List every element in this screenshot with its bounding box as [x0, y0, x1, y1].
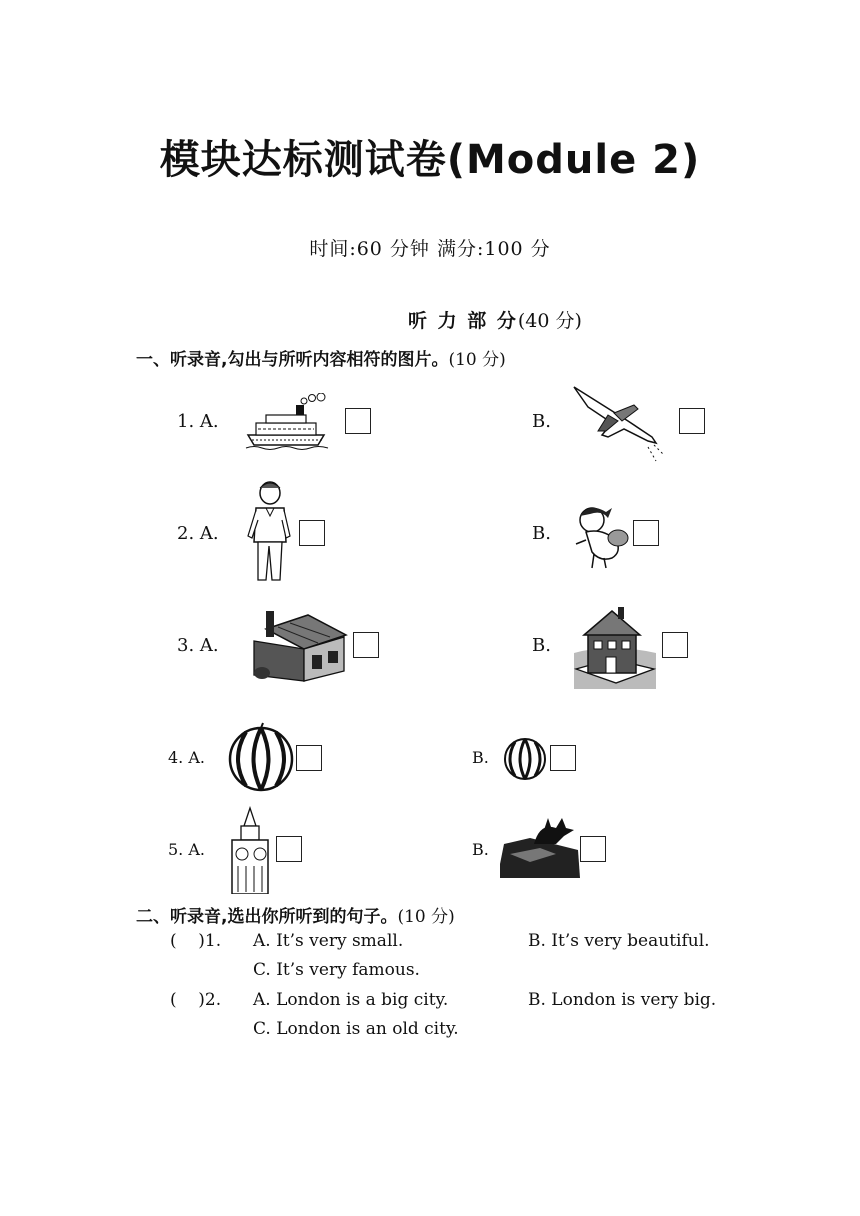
q1-option-b: B. It’s very beautiful. — [528, 931, 710, 951]
section1-points: (10 分) — [448, 350, 506, 370]
old-hut-icon — [248, 605, 348, 685]
part-heading — [408, 306, 582, 333]
item2-a-checkbox[interactable] — [299, 520, 325, 546]
exam-time-score: 时间:60 分钟 满分:100 分 — [309, 238, 551, 260]
page-title: 模块达标测试卷(Module 2) — [159, 137, 701, 183]
item2-b-checkbox[interactable] — [633, 520, 659, 546]
part-points: (40 分) — [517, 310, 582, 332]
item3-a-label: 3. A. — [177, 635, 219, 656]
q2-option-b: B. London is very big. — [528, 990, 717, 1010]
man-icon — [244, 480, 294, 586]
item5-b-label: B. — [472, 840, 489, 859]
section2-heading — [136, 902, 455, 927]
item4-b-label: B. — [472, 748, 489, 767]
big-ben-icon — [226, 806, 274, 894]
item2-a-label: 2. A. — [177, 523, 219, 544]
item3-b-label: B. — [532, 635, 551, 656]
section2-points: (10 分) — [397, 907, 455, 927]
big-watermelon-icon — [226, 722, 296, 792]
item4-b-checkbox[interactable] — [550, 745, 576, 771]
item3-b-checkbox[interactable] — [662, 632, 688, 658]
small-watermelon-icon — [502, 734, 548, 782]
item1-b-label: B. — [532, 411, 551, 432]
girl-icon — [572, 500, 632, 572]
item1-a-checkbox[interactable] — [345, 408, 371, 434]
ship-icon — [244, 393, 330, 451]
section2-title: 二、听录音,选出你所听到的句子。 — [136, 907, 398, 927]
q1-option-c: C. It’s very famous. — [253, 960, 420, 980]
item5-a-checkbox[interactable] — [276, 836, 302, 862]
section1-heading — [136, 345, 506, 370]
jet-plane-icon — [568, 383, 672, 465]
q2-answer-blank[interactable]: ( )2. — [170, 990, 222, 1010]
item1-b-checkbox[interactable] — [679, 408, 705, 434]
section1-title: 一、听录音,勾出与所听内容相符的图片。 — [136, 350, 449, 370]
part-title: 听 力 部 分 — [408, 310, 518, 332]
item3-a-checkbox[interactable] — [353, 632, 379, 658]
item4-a-checkbox[interactable] — [296, 745, 322, 771]
statue-icon — [500, 814, 580, 878]
house-icon — [570, 603, 660, 689]
item2-b-label: B. — [532, 523, 551, 544]
q1-answer-blank[interactable]: ( )1. — [170, 931, 222, 951]
item5-b-checkbox[interactable] — [580, 836, 606, 862]
item4-a-label: 4. A. — [168, 748, 205, 767]
item5-a-label: 5. A. — [168, 840, 205, 859]
item1-a-label: 1. A. — [177, 411, 219, 432]
q2-option-a: A. London is a big city. — [253, 990, 449, 1010]
q2-option-c: C. London is an old city. — [253, 1019, 459, 1039]
q1-option-a: A. It’s very small. — [253, 931, 404, 951]
